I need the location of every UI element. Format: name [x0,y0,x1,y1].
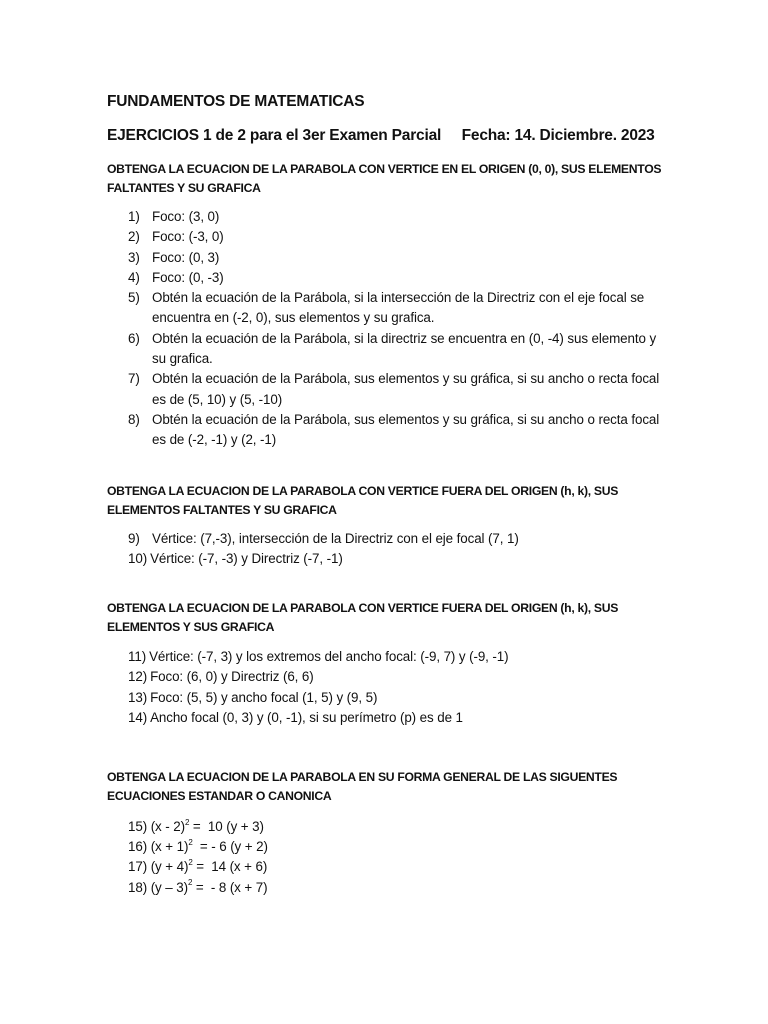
exercise-number: 5) [128,290,140,306]
exercise-item [128,288,673,329]
exercise-text: Foco: (-3, 0) [152,229,224,245]
equation-exponent: 2 [187,878,193,888]
exercise-number: 9) [128,531,140,546]
equation-number: 15) [128,819,148,834]
exercise-number: 13) [128,689,148,705]
equation-item [128,857,268,877]
exercise-item [128,369,673,410]
equation-rhs: = - 8 (x + 7) [192,879,268,895]
section-heading-2: OBTENGA LA ECUACION DE LA PARABOLA CON VERTICE FUERA DEL ORIGEN (h, k), SUS ELEMENTOS FALTANTES Y SU GRAFICA [107,484,619,517]
exercise-text: Vértice: (-7, -3) y Directriz (-7, -1) [150,551,343,567]
exercise-item [128,549,673,569]
equation-rhs: = 14 (x + 6) [192,859,268,875]
equation-lhs: (y + 4) [150,859,189,875]
exercise-item [128,529,673,549]
equation-lhs: (y – 3) [150,879,188,895]
exercise-item [128,667,673,687]
exercise-list-3 [128,647,673,728]
equation-number: 17) [128,859,148,875]
exercise-number: 7) [128,371,140,387]
equation-item [128,878,268,898]
exercise-item [128,268,673,288]
exercise-item [128,248,673,268]
exercise-list-2 [128,529,673,570]
exercise-text: Obtén la ecuación de la Parábola, sus elementos y su gráfica, si su ancho o recta focal es de (-2, -1) y (2, -1) [152,411,660,448]
exercise-number: 14) [128,709,148,725]
exercise-number: 1) [128,209,140,224]
exercise-item [128,227,673,247]
equation-item [128,837,268,857]
exercise-text: Vértice: (-7, 3) y los extremos del ancho focal: (-9, 7) y (-9, -1) [149,649,509,664]
exercise-text: Foco: (5, 5) y ancho focal (1, 5) y (9, 5) [150,689,378,705]
section-heading-4: OBTENGA LA ECUACION DE LA PARABOLA EN SU FORMA GENERAL DE LAS SIGUENTES ECUACIONES ESTANDAR O CANONICA [107,770,618,803]
equation-rhs: = 10 (y + 3) [189,819,264,834]
exercise-text: Obtén la ecuación de la Parábola, si la directriz se encuentra en (0, -4) sus elemento y su grafica. [152,330,657,367]
exercise-text: Obtén la ecuación de la Parábola, si la intersección de la Directriz con el eje focal se encuentra en (-2, 0), sus elementos y su grafica. [152,290,645,326]
section-heading-1: OBTENGA LA ECUACION DE LA PARABOLA CON VERTICE EN EL ORIGEN (0, 0), SUS ELEMENTOS FALTANTES Y SU GRAFICA [107,162,662,195]
exercise-text: Ancho focal (0, 3) y (0, -1), si su perímetro (p) es de 1 [150,709,463,725]
equation-exponent: 2 [188,857,193,867]
exercise-list-1 [128,207,673,451]
exercise-text: Foco: (0, -3) [152,269,224,285]
exercise-text: Foco: (3, 0) [152,209,220,224]
exercise-number: 8) [128,411,140,427]
exercise-number: 6) [128,330,140,346]
exercise-item [128,688,673,708]
exercise-number: 11) [128,649,147,664]
exercise-text: Vértice: (7,-3), intersección de la Directriz con el eje focal (7, 1) [152,531,519,546]
exercise-text: Foco: (0, 3) [152,249,220,265]
equation-lhs: (x - 2) [150,819,185,834]
exercise-item [128,410,673,451]
exercise-item [128,207,673,227]
exercise-number: 12) [128,669,148,685]
document-title: FUNDAMENTOS DE MATEMATICAS [107,93,365,110]
exercise-number: 10) [128,551,148,567]
exercise-number: 2) [128,229,140,245]
exercise-text: Foco: (6, 0) y Directriz (6, 6) [150,669,314,685]
exercise-item [128,647,673,667]
section-heading-3: OBTENGA LA ECUACION DE LA PARABOLA CON VERTICE FUERA DEL ORIGEN (h, k), SUS ELEMENTOS Y SUS GRAFICA [107,601,619,634]
exercise-number: 3) [128,249,140,265]
exercise-number: 4) [128,269,140,285]
equation-exponent: 2 [188,837,193,847]
equation-list [128,817,268,898]
exercise-item [128,708,673,728]
exercise-text: Obtén la ecuación de la Parábola, sus elementos y su gráfica, si su ancho o recta focal es de (5, 10) y (5, -10) [152,371,660,407]
equation-number: 16) [128,839,148,855]
equation-number: 18) [128,879,148,895]
exercise-item [128,329,673,370]
equation-exponent: 2 [184,817,190,827]
equation-lhs: (x + 1) [150,839,189,855]
document-subtitle: EJERCICIOS 1 de 2 para el 3er Examen Parcial Fecha: 14. Diciembre. 2023 [107,127,655,144]
equation-rhs: = - 6 (y + 2) [192,839,268,855]
equation-item [128,817,268,837]
